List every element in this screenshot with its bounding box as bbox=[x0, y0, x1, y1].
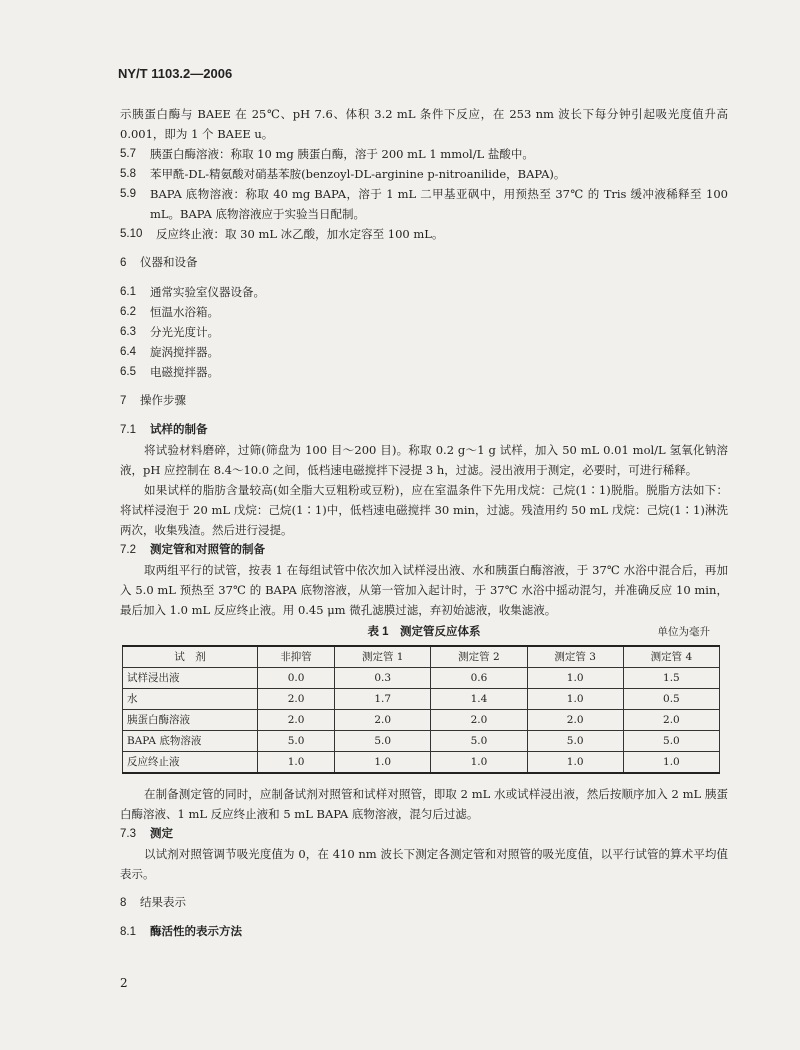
table-cell: 1.4 bbox=[431, 689, 527, 710]
section-title: 仪器和设备 bbox=[140, 257, 198, 269]
table-cell: 1.0 bbox=[258, 752, 335, 774]
paragraph: 将试验材料磨碎，过筛(筛盘为 100 目～200 目)。称取 0.2 g～1 g 试样，加入 50 mL 0.01 mol/L 氢氧化钠溶液，pH 应控制在 8.4～10.0 之间，低档速电磁搅拌下浸提 3 h，过滤。浸出液用于测定，必要时，可进行稀释。 bbox=[120, 443, 728, 477]
subsection-8-1-heading bbox=[120, 922, 728, 942]
clause-text: 通常实验室仪器设备。 bbox=[150, 285, 265, 299]
clause-number: 6.3 bbox=[120, 326, 136, 338]
clause-text: 旋涡搅拌器。 bbox=[150, 345, 219, 359]
subsection-7-3-heading bbox=[120, 824, 728, 844]
section-title: 结果表示 bbox=[140, 897, 186, 909]
table-cell: BAPA 底物溶液 bbox=[123, 731, 258, 752]
subsection-number: 7.3 bbox=[120, 828, 136, 840]
reagent-item-5-9 bbox=[120, 184, 728, 224]
equipment-item bbox=[120, 282, 728, 302]
clause-number: 6.1 bbox=[120, 286, 136, 298]
table-row bbox=[123, 710, 720, 731]
section-number: 8 bbox=[120, 897, 127, 909]
table-cell: 1.5 bbox=[623, 668, 719, 689]
table-cell: 0.5 bbox=[623, 689, 719, 710]
column-header: 非抑管 bbox=[258, 646, 335, 668]
table-row bbox=[123, 731, 720, 752]
clause-number: 6.2 bbox=[120, 306, 136, 318]
clause-text: 电磁搅拌器。 bbox=[150, 365, 219, 379]
paragraph: 取两组平行的试管，按表 1 在每组试管中依次加入试样浸出液、水和胰蛋白酶溶液，于 37℃ 水浴中混合后，再加入 5.0 mL 预热至 37℃ 的 BAPA 底物溶液，从第一管加入起计时，于 37℃ 水浴中摇动混匀，并准确反应 10 min，最后加入 1.0 mL 反应终止液。用 0.45 μm 微孔滤膜过滤，弃初始滤液，收集滤液。 bbox=[120, 563, 728, 617]
table-cell: 1.0 bbox=[527, 752, 623, 774]
table-cell: 水 bbox=[123, 689, 258, 710]
table-row bbox=[123, 689, 720, 710]
table-cell: 5.0 bbox=[623, 731, 719, 752]
paragraph: 以试剂对照管调节吸光度值为 0，在 410 nm 波长下测定各测定管和对照管的吸光度值，以平行试管的算术平均值表示。 bbox=[120, 847, 728, 881]
clause-number: 5.7 bbox=[120, 148, 136, 160]
section-number: 7 bbox=[120, 395, 127, 407]
table-cell: 0.0 bbox=[258, 668, 335, 689]
table-cell: 1.0 bbox=[335, 752, 431, 774]
section-title: 操作步骤 bbox=[140, 395, 186, 407]
table-cell: 5.0 bbox=[258, 731, 335, 752]
section-number: 6 bbox=[120, 257, 127, 269]
table-cell: 1.7 bbox=[335, 689, 431, 710]
table-cell: 2.0 bbox=[431, 710, 527, 731]
table-cell: 1.0 bbox=[527, 689, 623, 710]
subsection-title: 试样的制备 bbox=[150, 424, 208, 436]
table-row bbox=[123, 668, 720, 689]
table-title: 表 1 测定管反应体系 bbox=[367, 626, 481, 638]
clause-text: 反应终止液：取 30 mL 冰乙酸，加水定容至 100 mL。 bbox=[156, 227, 444, 241]
reagent-item-5-7 bbox=[120, 144, 728, 164]
table-cell: 1.0 bbox=[623, 752, 719, 774]
table-cell: 胰蛋白酶溶液 bbox=[123, 710, 258, 731]
clause-number: 5.8 bbox=[120, 168, 136, 180]
column-header: 试 剂 bbox=[123, 646, 258, 668]
clause-number: 6.5 bbox=[120, 366, 136, 378]
equipment-item bbox=[120, 322, 728, 342]
section-6-heading bbox=[120, 253, 728, 273]
section-7-heading bbox=[120, 391, 728, 411]
column-header: 测定管 2 bbox=[431, 646, 527, 668]
section-8-heading bbox=[120, 893, 728, 913]
reaction-system-table bbox=[122, 645, 720, 774]
table-cell: 2.0 bbox=[258, 689, 335, 710]
reagent-item-5-10 bbox=[120, 224, 728, 244]
table-cell: 2.0 bbox=[527, 710, 623, 731]
column-header: 测定管 1 bbox=[335, 646, 431, 668]
table-cell: 1.0 bbox=[431, 752, 527, 774]
clause-text: BAPA 底物溶液：称取 40 mg BAPA，溶于 1 mL 二甲基亚砜中，用预热至 37℃ 的 Tris 缓冲液稀释至 100 mL。BAPA 底物溶液应于实验当日配制。 bbox=[150, 187, 728, 221]
reagent-item-5-8 bbox=[120, 164, 728, 184]
column-header: 测定管 4 bbox=[623, 646, 719, 668]
table-cell: 2.0 bbox=[258, 710, 335, 731]
equipment-item bbox=[120, 342, 728, 362]
paragraph: 在制备测定管的同时，应制备试剂对照管和试样对照管，即取 2 mL 水或试样浸出液，然后按顺序加入 2 mL 胰蛋白酶溶液、1 mL 反应终止液和 5 mL BAPA 底物溶液，混匀后过滤。 bbox=[120, 787, 728, 821]
standard-number-header: NY/T 1103.2—2006 bbox=[118, 66, 233, 81]
table-cell: 5.0 bbox=[431, 731, 527, 752]
subsection-number: 7.1 bbox=[120, 424, 136, 436]
clause-number: 5.9 bbox=[120, 188, 136, 200]
table-row bbox=[123, 752, 720, 774]
equipment-item bbox=[120, 362, 728, 382]
table-cell: 反应终止液 bbox=[123, 752, 258, 774]
table-cell: 2.0 bbox=[335, 710, 431, 731]
table-header-row bbox=[123, 646, 720, 668]
table-cell: 5.0 bbox=[335, 731, 431, 752]
equipment-item bbox=[120, 302, 728, 322]
clause-number: 5.10 bbox=[120, 228, 143, 240]
table-cell: 5.0 bbox=[527, 731, 623, 752]
table-caption bbox=[120, 622, 728, 642]
subsection-7-1-heading bbox=[120, 420, 728, 440]
clause-text: 胰蛋白酶溶液：称取 10 mg 胰蛋白酶，溶于 200 mL 1 mmol/L 盐酸中。 bbox=[150, 147, 534, 161]
table-cell: 0.6 bbox=[431, 668, 527, 689]
subsection-7-2-heading bbox=[120, 540, 728, 560]
table-cell: 1.0 bbox=[527, 668, 623, 689]
column-header: 测定管 3 bbox=[527, 646, 623, 668]
clause-text: 分光光度计。 bbox=[150, 325, 219, 339]
subsection-number: 8.1 bbox=[120, 926, 136, 938]
table-cell: 0.3 bbox=[335, 668, 431, 689]
paragraph: 如果试样的脂肪含量较高(如全脂大豆粗粉或豆粉)，应在室温条件下先用戊烷：己烷(1∶1)脱脂。脱脂方法如下：将试样浸泡于 20 mL 戊烷：己烷(1∶1)中，低档速电磁搅拌 30 min，过滤。残渣用约 50 mL 戊烷：己烷(1∶1)淋洗两次，收集残渣。然后进行浸提。 bbox=[120, 483, 728, 537]
page-number: 2 bbox=[120, 976, 128, 990]
clause-number: 6.4 bbox=[120, 346, 136, 358]
subsection-number: 7.2 bbox=[120, 544, 136, 556]
subsection-title: 酶活性的表示方法 bbox=[150, 926, 242, 938]
table-cell: 试样浸出液 bbox=[123, 668, 258, 689]
clause-text: 恒温水浴箱。 bbox=[150, 305, 219, 319]
table-unit: 单位为毫升 bbox=[657, 626, 710, 638]
subsection-title: 测定管和对照管的制备 bbox=[150, 544, 265, 556]
page-content bbox=[120, 104, 728, 942]
table-cell: 2.0 bbox=[623, 710, 719, 731]
continued-paragraph: 示胰蛋白酶与 BAEE 在 25℃、pH 7.6、体积 3.2 mL 条件下反应，在 253 nm 波长下每分钟引起吸光度值升高 0.001，即为 1 个 BAEE u。 bbox=[120, 107, 728, 141]
subsection-title: 测定 bbox=[150, 828, 173, 840]
clause-text: 苯甲酰-DL-精氨酸对硝基苯胺(benzoyl-DL-arginine p-nitroanilide，BAPA)。 bbox=[150, 167, 566, 181]
